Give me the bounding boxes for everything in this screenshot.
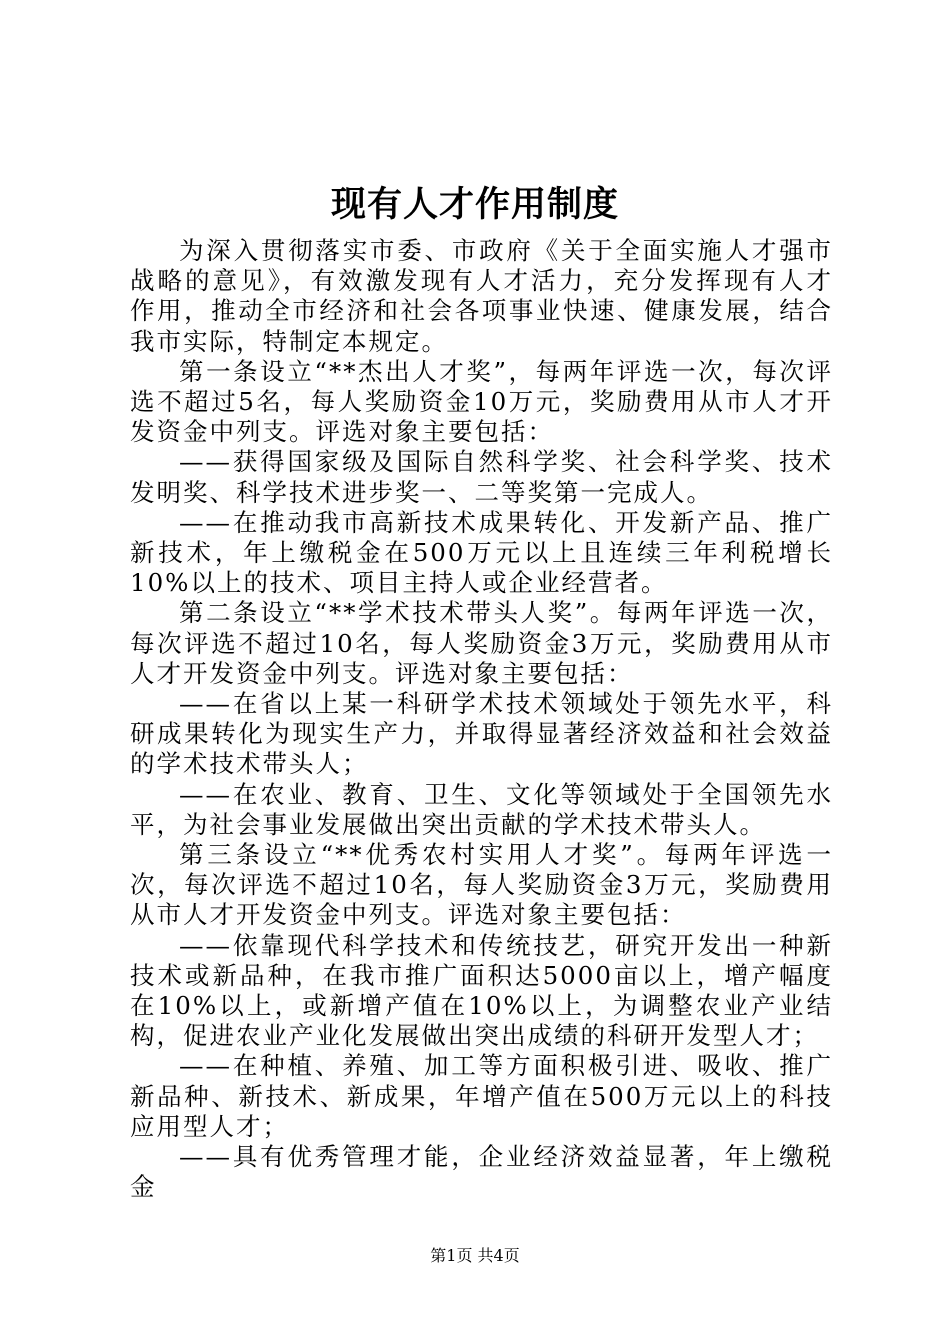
paragraph-intro: 为深入贯彻落实市委、市政府《关于全面实施人才强市战略的意见》，有效激发现有人才活力，充分发挥现有人才作用，推动全市经济和社会各项事业快速、健康发展，结合我市实际，特制定本规定。	[130, 236, 833, 356]
document-body	[130, 236, 833, 1203]
paragraph-article-3: 第三条设立“**优秀农村实用人才奖”。每两年评选一次，每次评选不超过10名，每人奖励资金3万元，奖励费用从市人才开发资金中列支。评选对象主要包括：	[130, 840, 833, 930]
paragraph-article-3-item-3: ——具有优秀管理才能，企业经济效益显著，年上缴税金	[130, 1142, 833, 1202]
page-footer: 第1页 共4页	[430, 1246, 520, 1265]
paragraph-article-1-item-2: ——在推动我市高新技术成果转化、开发新产品、推广新技术，年上缴税金在500万元以上且连续三年利税增长10%以上的技术、项目主持人或企业经营者。	[130, 507, 833, 598]
paragraph-article-1-item-1: ——获得国家级及国际自然科学奖、社会科学奖、技术发明奖、科学技术进步奖一、二等奖第一完成人。	[130, 447, 833, 507]
paragraph-article-2: 第二条设立“**学术技术带头人奖”。每两年评选一次，每次评选不超过10名，每人奖励资金3万元，奖励费用从市人才开发资金中列支。评选对象主要包括：	[130, 598, 833, 688]
document-title: 现有人才作用制度	[330, 184, 619, 225]
paragraph-article-2-item-2: ——在农业、教育、卫生、文化等领域处于全国领先水平，为社会事业发展做出突出贡献的学术技术带头人。	[130, 779, 833, 839]
paragraph-article-3-item-2: ——在种植、养殖、加工等方面积极引进、吸收、推广新品种、新技术、新成果，年增产值在500万元以上的科技应用型人才；	[130, 1051, 833, 1141]
paragraph-article-3-item-1: ——依靠现代科学技术和传统技艺，研究开发出一种新技术或新品种，在我市推广面积达5000亩以上，增产幅度在10%以上，或新增产值在10%以上，为调整农业产业结构，促进农业产业化发展做出突出成绩的科研开发型人才；	[130, 930, 833, 1051]
paragraph-article-2-item-1: ——在省以上某一科研学术技术领域处于领先水平，科研成果转化为现实生产力，并取得显著经济效益和社会效益的学术技术带头人；	[130, 689, 833, 779]
paragraph-article-1: 第一条设立“**杰出人才奖”，每两年评选一次，每次评选不超过5名，每人奖励资金10万元，奖励费用从市人才开发资金中列支。评选对象主要包括：	[130, 356, 833, 447]
